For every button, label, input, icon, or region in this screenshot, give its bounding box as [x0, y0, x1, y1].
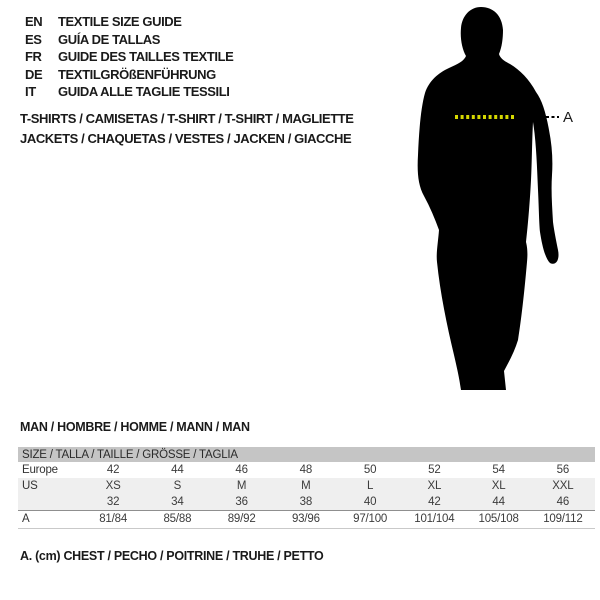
category-jackets: JACKETS / CHAQUETAS / VESTES / JACKEN / GIACCHE	[20, 130, 352, 146]
garment-categories	[20, 109, 354, 148]
size-cell: 48	[299, 464, 313, 476]
size-cell: 105/108	[467, 510, 531, 528]
language-code: FR	[25, 49, 42, 65]
category-tshirts: T-SHIRTS / CAMISETAS / T-SHIRT / T-SHIRT / MAGLIETTE	[20, 111, 354, 126]
measurement-footnote: A. (cm) CHEST / PECHO / POITRINE / TRUHE / PETTO	[20, 549, 324, 563]
size-cell: 46	[531, 494, 595, 510]
language-row	[25, 48, 233, 66]
size-cell: 44	[467, 494, 531, 510]
table-row-us	[18, 478, 595, 494]
size-table	[18, 447, 595, 529]
size-cell: 42	[402, 494, 466, 510]
table-row-numeric	[18, 494, 595, 510]
row-label: US	[22, 480, 38, 492]
size-cell: S	[173, 480, 182, 492]
measure-label-a: A	[563, 109, 574, 126]
size-cell: 40	[338, 494, 402, 510]
language-code: IT	[25, 84, 36, 100]
language-row	[25, 31, 233, 49]
size-cell: 89/92	[210, 510, 274, 528]
language-title: GUIDA ALLE TAGLIE TESSILI	[58, 84, 230, 100]
language-list	[25, 13, 233, 101]
size-cell: 85/88	[145, 510, 209, 528]
size-cell: 46	[235, 464, 248, 476]
size-cell: 42	[106, 464, 120, 476]
language-code: EN	[25, 14, 43, 30]
size-cell: 32	[81, 494, 145, 510]
size-cell: 50	[363, 464, 377, 476]
man-silhouette-figure	[415, 0, 580, 392]
language-code: DE	[25, 66, 43, 82]
size-cell: 97/100	[338, 510, 402, 528]
size-cell: 101/104	[402, 510, 466, 528]
size-cell: 36	[210, 494, 274, 510]
row-label: Europe	[22, 464, 58, 476]
size-cell: XXL	[552, 480, 574, 492]
size-cell: XL	[427, 480, 442, 492]
language-row	[25, 13, 233, 31]
size-cell: 34	[145, 494, 209, 510]
table-row-europe	[18, 462, 595, 478]
size-cell: 54	[492, 464, 505, 476]
size-cell: 38	[274, 494, 338, 510]
language-title: GUIDE DES TAILLES TEXTILE	[58, 49, 234, 65]
size-cell: 93/96	[274, 510, 338, 528]
language-title: GUÍA DE TALLAS	[58, 31, 161, 47]
size-table-header-row	[18, 447, 595, 462]
language-code: ES	[25, 31, 42, 47]
size-cell: 56	[556, 464, 570, 476]
language-title: TEXTILGRÖßENFÜHRUNG	[58, 66, 216, 82]
gender-label: MAN / HOMBRE / HOMME / MANN / MAN	[20, 420, 250, 434]
size-cell: 81/84	[81, 510, 145, 528]
row-label: A	[18, 510, 81, 528]
language-row	[25, 66, 233, 84]
table-row-chest-a	[18, 510, 595, 528]
size-cell: XS	[105, 480, 121, 492]
size-cell: M	[301, 480, 311, 492]
size-table-header: SIZE / TALLA / TAILLE / GRÖSSE / TAGLIA	[18, 447, 595, 462]
size-cell: 109/112	[531, 510, 595, 528]
size-cell: M	[236, 480, 247, 492]
size-cell: 52	[428, 464, 441, 476]
language-title: TEXTILE SIZE GUIDE	[58, 14, 182, 30]
row-label	[18, 494, 81, 510]
size-cell: L	[367, 480, 374, 492]
size-cell: 44	[171, 464, 184, 476]
size-cell: XL	[491, 480, 506, 492]
language-row	[25, 83, 233, 101]
man-silhouette	[418, 7, 559, 390]
